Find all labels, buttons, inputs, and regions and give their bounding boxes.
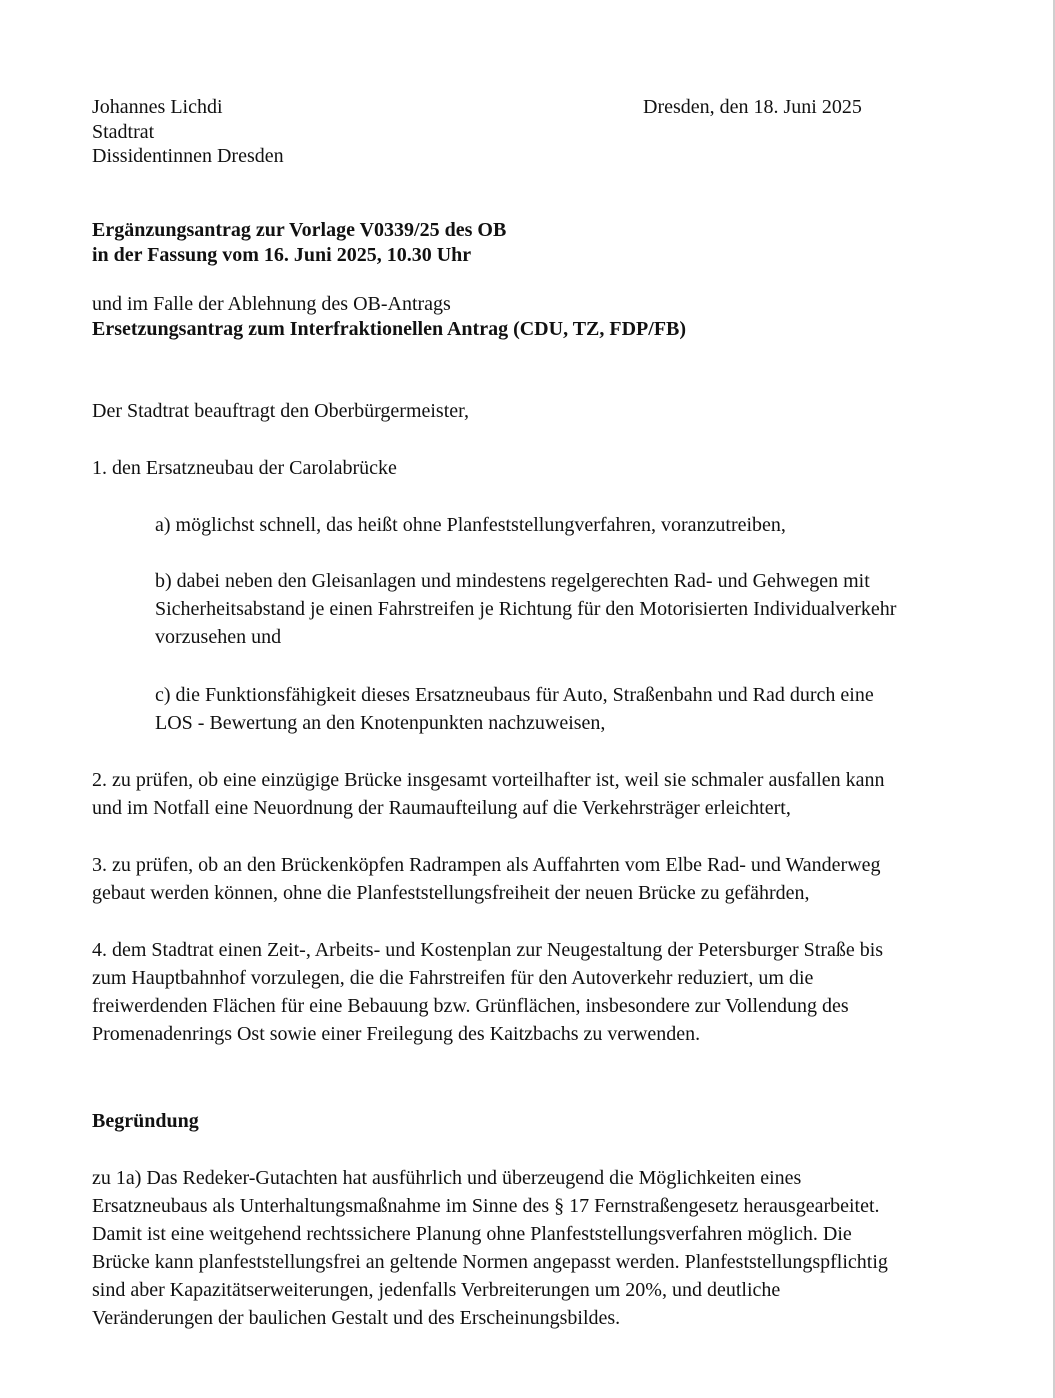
- item-4: [92, 936, 883, 1048]
- document-title: [92, 218, 506, 267]
- reasoning-line: Damit ist eine weitgehend rechtssichere Planung ohne Planfeststellungsverfahren möglich. Die: [92, 1223, 852, 1245]
- item-4-line: freiwerdenden Flächen für eine Bebauung bzw. Grünflächen, insbesondere zur Vollendung des: [92, 995, 849, 1017]
- reasoning-line: zu 1a) Das Redeker-Gutachten hat ausführlich und überzeugend die Möglichkeiten eines: [92, 1167, 802, 1189]
- item-2-line: und im Notfall eine Neuordnung der Raumaufteilung auf die Verkehrsträger erleichtert,: [92, 797, 791, 819]
- reasoning-line: Brücke kann planfeststellungsfrei an geltende Normen angepasst werden. Planfeststellungspflichtig: [92, 1251, 888, 1273]
- reasoning-paragraph-1: [92, 1164, 888, 1332]
- item-1b-line: vorzusehen und: [155, 626, 282, 648]
- sender-name: Johannes Lichdi: [92, 96, 223, 118]
- item-2: [92, 766, 885, 822]
- reasoning-heading: Begründung: [92, 1110, 199, 1132]
- item-1: 1. den Ersatzneubau der Carolabrücke: [92, 457, 397, 479]
- item-1b: [155, 567, 896, 651]
- sender-role: Stadtrat: [92, 120, 155, 143]
- item-2-line: 2. zu prüfen, ob eine einzügige Brücke insgesamt vorteilhafter ist, weil sie schmaler ausfallen kann: [92, 769, 885, 791]
- item-1c-line: c) die Funktionsfähigkeit dieses Ersatzneubaus für Auto, Straßenbahn und Rad durch eine: [155, 684, 874, 706]
- item-3-line: 3. zu prüfen, ob an den Brückenköpfen Radrampen als Auffahrten vom Elbe Rad- und Wanderweg: [92, 854, 881, 876]
- item-1c: [155, 681, 874, 737]
- title-line-1: Ergänzungsantrag zur Vorlage V0339/25 des OB: [92, 219, 507, 241]
- document-date: Dresden, den 18. Juni 2025: [643, 96, 862, 118]
- document-subtitle: [92, 292, 686, 341]
- item-1b-line: b) dabei neben den Gleisanlagen und mindestens regelgerechten Rad- und Gehwegen mit: [155, 570, 870, 592]
- subtitle-line-2: Ersetzungsantrag zum Interfraktionellen Antrag (CDU, TZ, FDP/FB): [92, 317, 687, 340]
- title-line-2: in der Fassung vom 16. Juni 2025, 10.30 Uhr: [92, 243, 472, 266]
- item-1a: a) möglichst schnell, das heißt ohne Planfeststellungverfahren, voranzutreiben,: [155, 514, 786, 536]
- item-4-line: zum Hauptbahnhof vorzulegen, die die Fahrstreifen für den Autoverkehr reduziert, um die: [92, 967, 814, 989]
- item-1b-line: Sicherheitsabstand je einen Fahrstreifen je Richtung für den Motorisierten Individualverkehr: [155, 598, 897, 620]
- item-3: [92, 851, 881, 907]
- item-4-line: Promenadenrings Ost sowie einer Freilegung des Kaitzbachs zu verwenden.: [92, 1023, 701, 1045]
- intro-paragraph: Der Stadtrat beauftragt den Oberbürgermeister,: [92, 400, 470, 422]
- item-3-line: gebaut werden können, ohne die Planfeststellungsfreiheit der neuen Brücke zu gefährden,: [92, 882, 810, 904]
- item-1c-line: LOS - Bewertung an den Knotenpunkten nachzuweisen,: [155, 712, 606, 734]
- item-4-line: 4. dem Stadtrat einen Zeit-, Arbeits- und Kostenplan zur Neugestaltung der Petersburger Straße bis: [92, 939, 884, 961]
- sender-block: [92, 95, 284, 169]
- subtitle-line-1: und im Falle der Ablehnung des OB-Antrags: [92, 293, 451, 315]
- sender-group: Dissidentinnen Dresden: [92, 145, 284, 167]
- reasoning-line: Veränderungen der baulichen Gestalt und des Erscheinungsbildes.: [92, 1307, 621, 1329]
- reasoning-line: sind aber Kapazitätserweiterungen, jedenfalls Verbreiterungen um 20%, und deutliche: [92, 1279, 781, 1301]
- reasoning-line: Ersatzneubaus als Unterhaltungsmaßnahme im Sinne des § 17 Fernstraßengesetz herausgearbeitet.: [92, 1195, 880, 1217]
